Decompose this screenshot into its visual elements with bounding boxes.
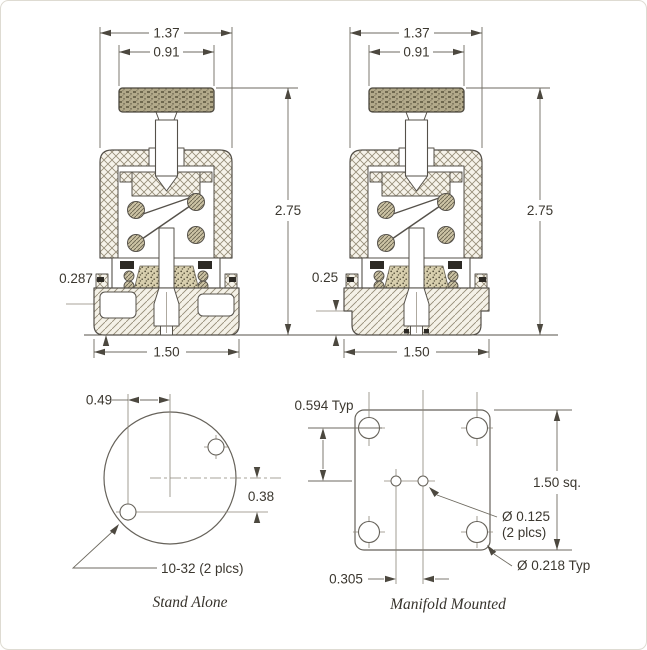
dim-width-label: 1.37: [153, 25, 180, 41]
poppet-stem: [409, 228, 424, 290]
small-hole: [391, 476, 401, 486]
small-hole-dia-label: Ø 0.125: [502, 509, 551, 524]
thread-note-label: 10-32 (2 plcs): [161, 561, 244, 576]
poppet-stem: [159, 228, 174, 290]
mounting-hole: [208, 439, 224, 455]
seal: [448, 261, 462, 269]
dim-spacing-label: 0.305: [329, 571, 363, 587]
bottom-seal: [424, 329, 429, 334]
knob-neck: [156, 112, 177, 120]
piston-lip: [200, 172, 212, 182]
knurled-knob: [119, 88, 214, 112]
small-hole-qty-label: (2 plcs): [502, 525, 547, 540]
dim-height-label: 2.75: [274, 203, 302, 218]
ear-seal: [229, 277, 236, 282]
piston-lip: [450, 172, 462, 182]
threaded-hole: [120, 504, 136, 520]
piston-lip: [370, 172, 382, 182]
knurled-knob: [369, 88, 464, 112]
bottom-seal: [404, 329, 409, 334]
seal: [370, 261, 384, 269]
side-port: [198, 294, 234, 316]
dim-x-label: 0.49: [85, 392, 113, 408]
dim-port-label: 0.287: [59, 271, 93, 286]
dim-knob-label: 0.91: [153, 44, 180, 60]
knob-neck: [406, 112, 427, 120]
manifold-caption: Manifold Mounted: [390, 596, 506, 613]
piston-lip: [120, 172, 132, 182]
adjust-screw: [406, 120, 428, 176]
dim-square-label: 1.50 sq.: [532, 475, 582, 490]
dim-port-label: 0.25: [311, 270, 339, 285]
dim-corner-label: 0.594 Typ: [294, 398, 354, 413]
seal: [198, 261, 212, 269]
adjust-screw: [156, 120, 178, 176]
dim-y-label: 0.38: [247, 489, 275, 504]
dim-height-label: 2.75: [526, 203, 554, 218]
seal: [120, 261, 134, 269]
dim-base-label: 1.50: [153, 344, 180, 360]
side-port: [100, 292, 136, 318]
stand-alone-caption: Stand Alone: [152, 594, 228, 611]
dim-width-label: 1.37: [403, 25, 430, 41]
ear-seal: [97, 277, 104, 282]
dim-base-label: 1.50: [403, 344, 430, 360]
small-hole: [418, 476, 428, 486]
ear-seal: [347, 277, 354, 282]
dim-knob-label: 0.91: [403, 44, 430, 60]
corner-hole-dia-label: Ø 0.218 Typ: [517, 558, 591, 573]
ear-seal: [479, 277, 486, 282]
